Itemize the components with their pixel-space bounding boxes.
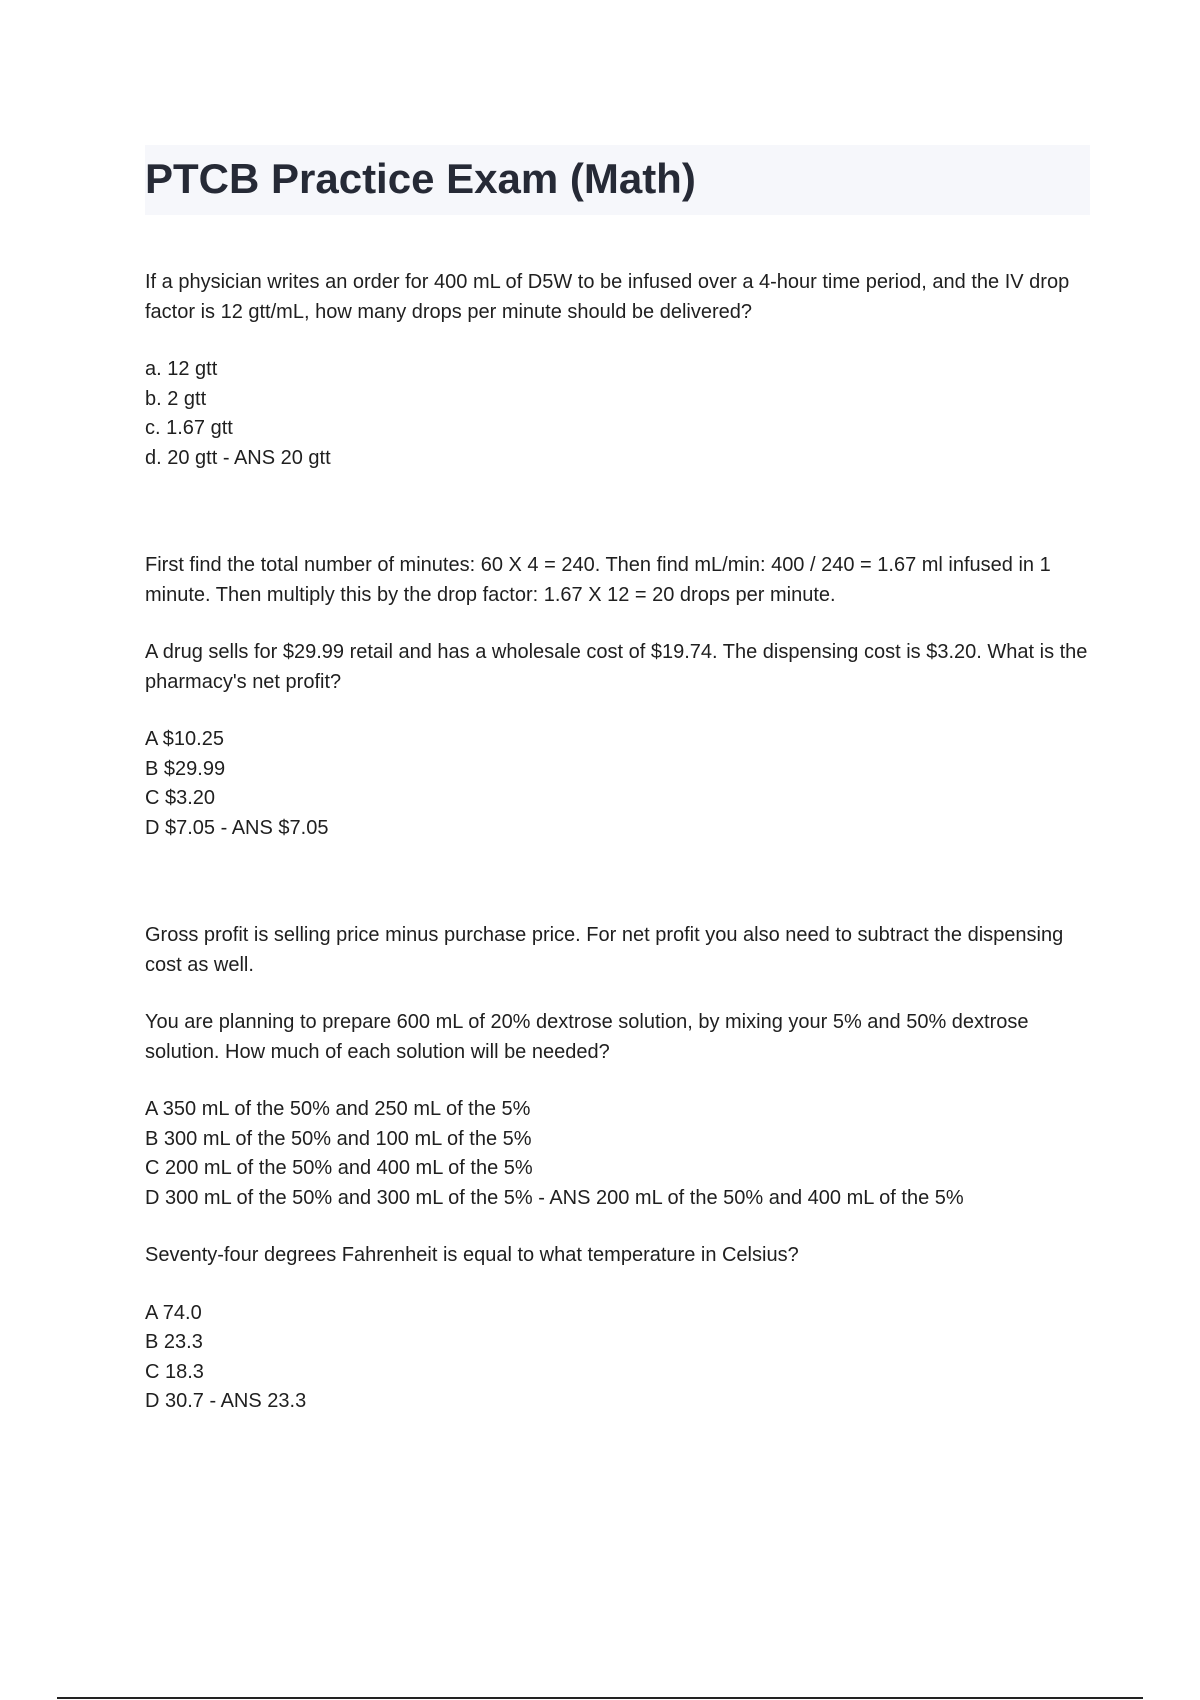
question-3-option-a: A 350 mL of the 50% and 250 mL of the 5% xyxy=(145,1098,531,1120)
question-4-options xyxy=(145,1299,1090,1417)
question-1-option-a: a. 12 gtt xyxy=(145,358,218,380)
question-1-options xyxy=(145,355,1090,473)
page-title: PTCB Practice Exam (Math) xyxy=(145,155,696,202)
question-2-text: A drug sells for $29.99 retail and has a wholesale cost of $19.74. The dispensing cost is $3.20. What is the pharmacy's net profit? xyxy=(145,641,1088,693)
question-2-options xyxy=(145,725,1090,843)
question-2-option-c: C $3.20 xyxy=(145,787,216,809)
question-1-option-c: c. 1.67 gtt xyxy=(145,417,233,439)
question-2-option-a: A $10.25 xyxy=(145,728,224,750)
question-2-option-d: D $7.05 - ANS $7.05 xyxy=(145,816,329,839)
question-4-option-c: C 18.3 xyxy=(145,1360,204,1383)
question-1-explanation: First find the total number of minutes: 60 X 4 = 240. Then find mL/min: 400 / 240 = 1.67 ml infused in 1 minute. Then multiply this by the drop factor: 1.67 X 12 = 20 drops per minute. xyxy=(145,554,1051,606)
question-2-explanation: Gross profit is selling price minus purchase price. For net profit you also need to subtract the dispensing cost as well. xyxy=(145,924,1064,976)
document-body xyxy=(145,268,1090,1417)
question-2-option-b: B $29.99 xyxy=(145,757,226,780)
question-3-text: You are planning to prepare 600 mL of 20% dextrose solution, by mixing your 5% and 50% dextrose solution. How much of each solution will be needed? xyxy=(145,1011,1029,1063)
question-1-option-b: b. 2 gtt xyxy=(145,387,207,410)
question-4-option-b: B 23.3 xyxy=(145,1331,203,1353)
question-3-option-c: C 200 mL of the 50% and 400 mL of the 5% xyxy=(145,1157,533,1179)
question-3-options xyxy=(145,1095,1090,1213)
question-4-option-a: A 74.0 xyxy=(145,1301,202,1324)
question-3-option-d: D 300 mL of the 50% and 300 mL of the 5% - ANS 200 mL of the 50% and 400 mL of the 5% xyxy=(145,1186,964,1209)
question-1-text: If a physician writes an order for 400 mL of D5W to be infused over a 4-hour time period, and the IV drop factor is 12 gtt/mL, how many drops per minute should be delivered? xyxy=(145,271,1070,323)
question-4-option-d: D 30.7 - ANS 23.3 xyxy=(145,1390,307,1412)
question-4-text: Seventy-four degrees Fahrenheit is equal to what temperature in Celsius? xyxy=(145,1244,799,1266)
question-1-option-d: d. 20 gtt - ANS 20 gtt xyxy=(145,446,331,469)
page-bottom-rule xyxy=(57,1697,1143,1699)
title-banner xyxy=(145,145,1090,215)
question-3-option-b: B 300 mL of the 50% and 100 mL of the 5% xyxy=(145,1127,532,1150)
